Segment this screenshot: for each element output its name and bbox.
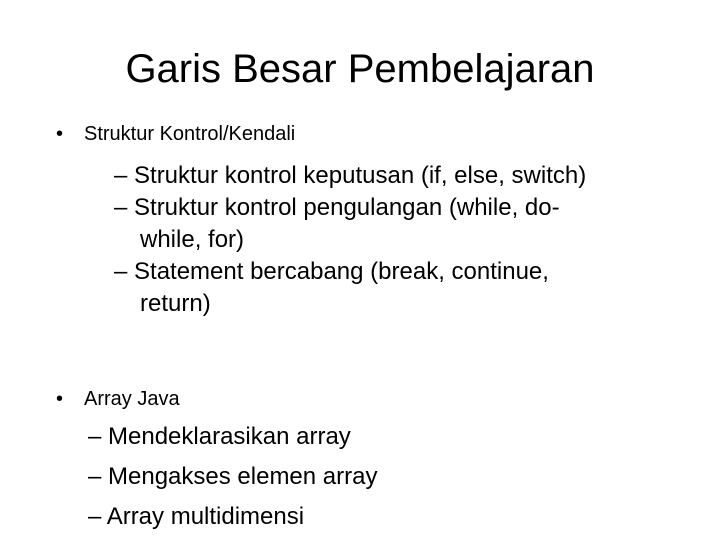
slide-title: Garis Besar Pembelajaran — [125, 47, 595, 91]
sublist-array-java — [88, 421, 648, 540]
list-item — [114, 256, 674, 320]
list-item-text: – Struktur kontrol pengulangan (while, do- — [114, 194, 560, 221]
sublist-struktur-kontrol — [114, 160, 674, 320]
bullet-dot: • — [56, 388, 64, 410]
list-item — [88, 461, 648, 501]
list-item — [114, 192, 674, 256]
list-item-text: – Struktur kontrol keputusan (if, else, switch) — [114, 162, 587, 189]
list-item — [114, 160, 674, 192]
bullet-array-java — [56, 386, 180, 412]
list-item-text: – Mendeklarasikan array — [88, 423, 351, 450]
list-item-text-continued: while, for) — [140, 226, 245, 253]
list-item-text: – Mengakses elemen array — [88, 463, 378, 490]
bullet-label: Array Java — [84, 388, 180, 410]
bullet-label: Struktur Kontrol/Kendali — [84, 123, 296, 145]
list-item-text: – Array multidimensi — [88, 503, 305, 530]
list-item-text: – Statement bercabang (break, continue, — [114, 258, 549, 285]
bullet-struktur-kontrol — [56, 121, 295, 147]
list-item — [88, 501, 648, 540]
bullet-dot: • — [56, 123, 64, 145]
list-item-text-continued: return) — [140, 290, 211, 317]
list-item — [88, 421, 648, 461]
